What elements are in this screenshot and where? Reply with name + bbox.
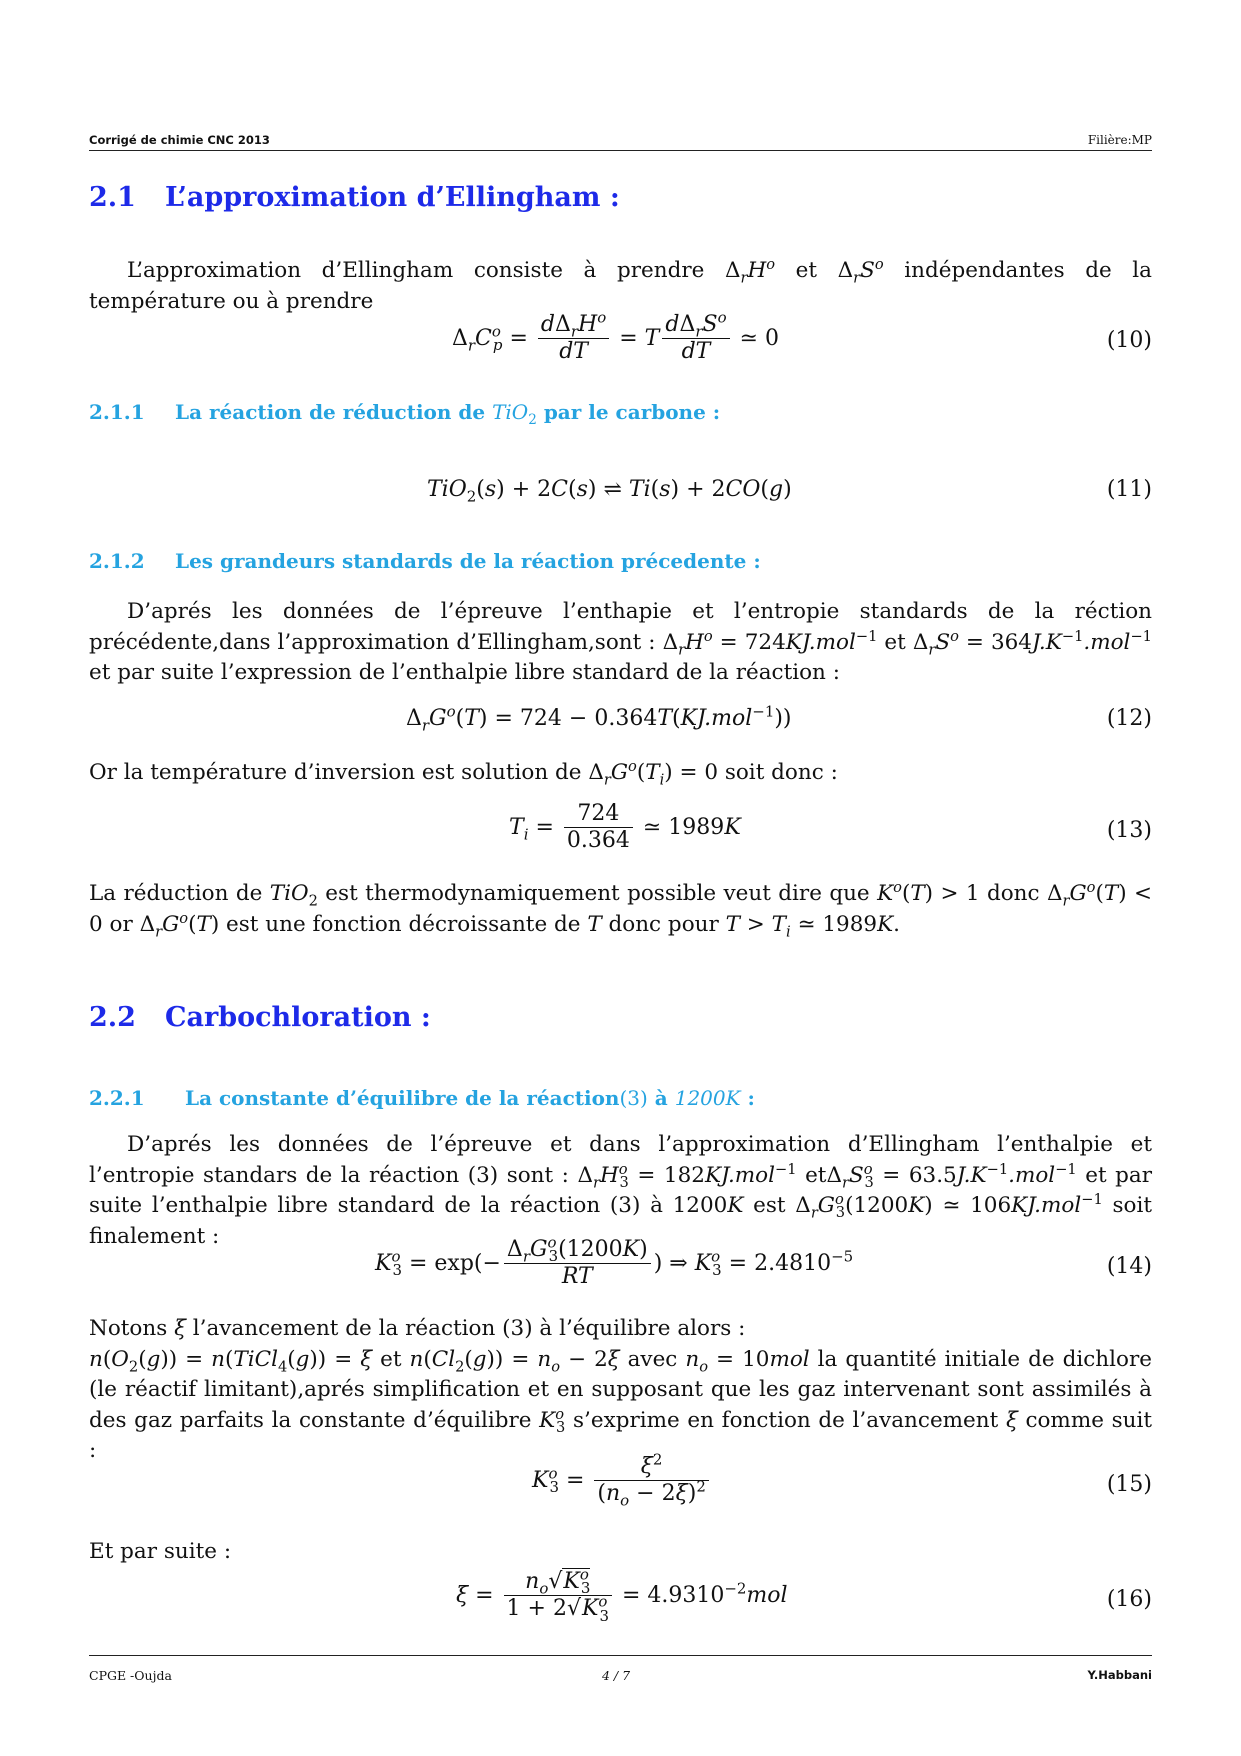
- equation-11: TiO$_2$(s) + 2C(s) ⇌ Ti(s) + 2CO(g) (11): [427, 477, 1152, 506]
- section-number: 2.2: [89, 1002, 136, 1033]
- header-right: Filière:MP: [1087, 133, 1152, 147]
- section-number: 2.1: [89, 182, 136, 213]
- section-title: L’approximation d’Ellingham :: [165, 182, 620, 213]
- header-rule: [89, 150, 1152, 151]
- page-number: 4 / 7: [602, 1668, 631, 1683]
- equation-15: $K^o_3$ = $\frac{\xi^2}{(n_o - 2\xi)^2}$ (15): [532, 1450, 1152, 1510]
- equation-number: (10): [1106, 328, 1152, 353]
- equation-number: (12): [1106, 706, 1152, 731]
- section-2-2-heading: [89, 1002, 431, 1033]
- paragraph-inversion-temperature: Or la température d’inversion est solution de $\Delta_rG^o(T_i) = 0$ soit donc :: [89, 757, 838, 789]
- paragraph-ellingham-intro: L’approximation d’Ellingham consiste à prendre $\Delta_rH^o$ et $\Delta_rS^o$ indépendantes de la température ou à prendre: [89, 255, 1152, 314]
- footer-right: Y.Habbani: [1087, 1668, 1152, 1682]
- paragraph-standard-quantities: D’aprés les données de l’épreuve l’enthapie et l’entropie standards de la réction précédente,dans l’approximation d’Ellingham,sont : $\Delta_rH^o = 724KJ.mol^{-1}$ et $\Delta_rS^o = 364J.K^{-1}.mol^{-1}$ et par suite l’expression de l’enthalpie libre standard de la réaction :: [89, 599, 1152, 685]
- equation-16: ξ = $\frac{n_o√K^o_3}{1 + 2√K^o_3}$ = $4.9310^{-2}mol$ (16): [456, 1565, 1152, 1625]
- equation-number: (13): [1106, 818, 1152, 843]
- equation-number: (11): [1106, 477, 1152, 502]
- equation-12: $\Delta_rG^o(T) = 724 - 0.364T(KJ.mol^{-1})$) (12): [406, 702, 1152, 735]
- paragraph-carbochloration-data: D’aprés les données de l’épreuve et dans l’approximation d’Ellingham l’enthalpie et l’entropie standars de la réaction (3) sont : $\Delta_rH^o_3 = 182KJ.mol^{-1}$ $et\Delta_rS^o_3 = 63.5J.K^{-1}.mol^{-1}$ et par suite l’enthalpie libre standard de la réaction (3) à 1200K est $\Delta_rG^o_3(1200K)$ ≃ 106KJ.mol$^{-1}$ soit finalement :: [89, 1132, 1153, 1249]
- subsection-2-1-1-heading: 2.1.1 La réaction de réduction de TiO$_2$ par le carbone :: [89, 400, 721, 428]
- header-left: Corrigé de chimie CNC 2013: [89, 133, 270, 147]
- paragraph-reaction-advancement: Notons ξ l’avancement de la réaction (3) à l’équilibre alors : $n(O_2(g))$ = n(TiCl$_4$(g)) = ξ et $n(Cl_2(g)) = n_o - 2\xi$ avec $n_o = 10mol$ la quantité initiale de dichlore (le réactif limitant),aprés simplification et en supposant que les gaz intervenant sont assimilés à des gaz parfaits la constante d’équilibre $K^o_3$ s’exprime en fonction de l’avancement ξ comme suit :: [89, 1316, 1152, 1463]
- equation-13: $T_i$ = $\frac{724}{0.364}$ ≃ 1989K (13): [509, 801, 1152, 854]
- section-2-1-heading: [89, 182, 620, 213]
- paragraph-et-par-suite: Et par suite :: [89, 1539, 232, 1564]
- paragraph-reduction-condition: La réduction de TiO$_2$ est thermodynamiquement possible veut dire que $K^o(T) > 1$ donc $\Delta_rG^o(T) < 0$ or $\Delta_rG^o(T)$ est une fonction décroissante de T donc pour $T > T_i$ ≃ 1989K.: [89, 878, 1153, 940]
- equation-14: $K^o_3 = \exp(-$ $\frac{\Delta_rG^o_3(1200K)}{RT}$ ) ⇒ $K^o_3 = 2.4810^{-5}$ (14): [375, 1233, 1152, 1290]
- footer-rule: [89, 1655, 1152, 1656]
- equation-number: (15): [1106, 1472, 1152, 1497]
- subsection-2-1-2-heading: 2.1.2 Les grandeurs standards de la réaction précedente :: [89, 549, 761, 573]
- section-title: Carbochloration :: [165, 1002, 431, 1033]
- equation-10: $\Delta_rC^o_p$ = $\frac{d\Delta_rH^o}{dT}$ = T $\frac{d\Delta_rS^o}{dT}$ ≃ 0 (10): [452, 308, 1152, 365]
- equation-number: (14): [1106, 1254, 1152, 1279]
- footer-left: CPGE -Oujda: [89, 1668, 172, 1683]
- equation-number: (16): [1106, 1587, 1152, 1612]
- subsection-2-2-1-heading: 2.2.1 La constante d’équilibre de la réaction(3) à 1200K :: [89, 1086, 755, 1110]
